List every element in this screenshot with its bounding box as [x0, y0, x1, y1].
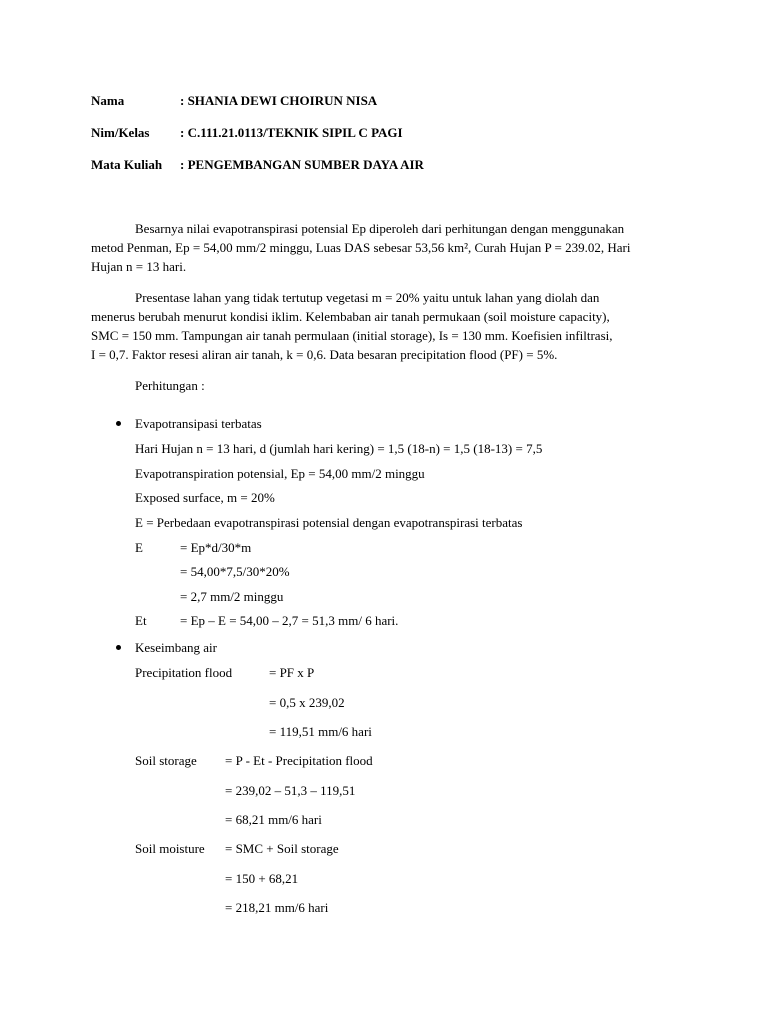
e-label: E	[135, 540, 143, 555]
pf-equation-2: = 0,5 x 239,02	[269, 695, 345, 710]
sm-equation-3: = 218,21 mm/6 hari	[225, 900, 329, 915]
name-value: : SHANIA DEWI CHOIRUN NISA	[180, 93, 378, 108]
bullet-icon	[116, 421, 121, 426]
section1-line3: Exposed surface, m = 20%	[135, 490, 275, 505]
section1-title: Evapotransipasi terbatas	[135, 416, 262, 431]
nim-label: Nim/Kelas	[91, 125, 150, 140]
pf-equation-3: = 119,51 mm/6 hari	[269, 724, 372, 739]
paragraph1-line2: metod Penman, Ep = 54,00 mm/2 minggu, Luas DAS sebesar 53,56 km², Curah Hujan P = 239.02, Hari	[91, 240, 631, 255]
calc-heading: Perhitungan :	[135, 378, 205, 393]
section1-line4: E = Perbedaan evapotranspirasi potensial dengan evapotranspirasi terbatas	[135, 515, 523, 530]
section2-title: Keseimbang air	[135, 640, 217, 655]
sm-equation-2: = 150 + 68,21	[225, 871, 299, 886]
et-label: Et	[135, 613, 147, 628]
et-equation: = Ep – E = 54,00 – 2,7 = 51,3 mm/ 6 hari.	[180, 613, 399, 628]
paragraph2-line4: I = 0,7. Faktor resesi aliran air tanah, k = 0,6. Data besaran precipitation flood (PF) = 5%.	[91, 347, 558, 362]
nim-value: : C.111.21.0113/TEKNIK SIPIL C PAGI	[180, 125, 403, 140]
ss-equation-3: = 68,21 mm/6 hari	[225, 812, 322, 827]
paragraph2-line3: SMC = 150 mm. Tampungan air tanah permulaan (initial storage), Is = 130 mm. Koefisien infiltrasi,	[91, 328, 613, 343]
paragraph1-line3: Hujan n = 13 hari.	[91, 259, 187, 274]
course-value: : PENGEMBANGAN SUMBER DAYA AIR	[180, 157, 424, 172]
e-equation-3: = 2,7 mm/2 minggu	[180, 589, 284, 604]
ss-equation-2: = 239,02 – 51,3 – 119,51	[225, 783, 356, 798]
paragraph2-line1: Presentase lahan yang tidak tertutup vegetasi m = 20% yaitu untuk lahan yang diolah dan	[135, 290, 600, 305]
section1-line1: Hari Hujan n = 13 hari, d (jumlah hari kering) = 1,5 (18-n) = 1,5 (18-13) = 7,5	[135, 441, 543, 456]
e-equation-1: = Ep*d/30*m	[180, 540, 252, 555]
paragraph1-line1: Besarnya nilai evapotranspirasi potensial Ep diperoleh dari perhitungan dengan menggunakan	[135, 221, 625, 236]
course-label: Mata Kuliah	[91, 157, 163, 172]
bullet-icon	[116, 645, 121, 650]
e-equation-2: = 54,00*7,5/30*20%	[180, 564, 290, 579]
name-label: Nama	[91, 93, 125, 108]
ss-equation-1: = P - Et - Precipitation flood	[225, 753, 373, 768]
paragraph2-line2: menerus berubah menurut kondisi iklim. Kelembaban air tanah permukaan (soil moisture capacity),	[91, 309, 610, 324]
sm-equation-1: = SMC + Soil storage	[225, 841, 339, 856]
section1-line2: Evapotranspiration potensial, Ep = 54,00 mm/2 minggu	[135, 466, 425, 481]
sm-label: Soil moisture	[135, 841, 205, 856]
pf-label: Precipitation flood	[135, 665, 233, 680]
ss-label: Soil storage	[135, 753, 197, 768]
pf-equation-1: = PF x P	[269, 665, 315, 680]
